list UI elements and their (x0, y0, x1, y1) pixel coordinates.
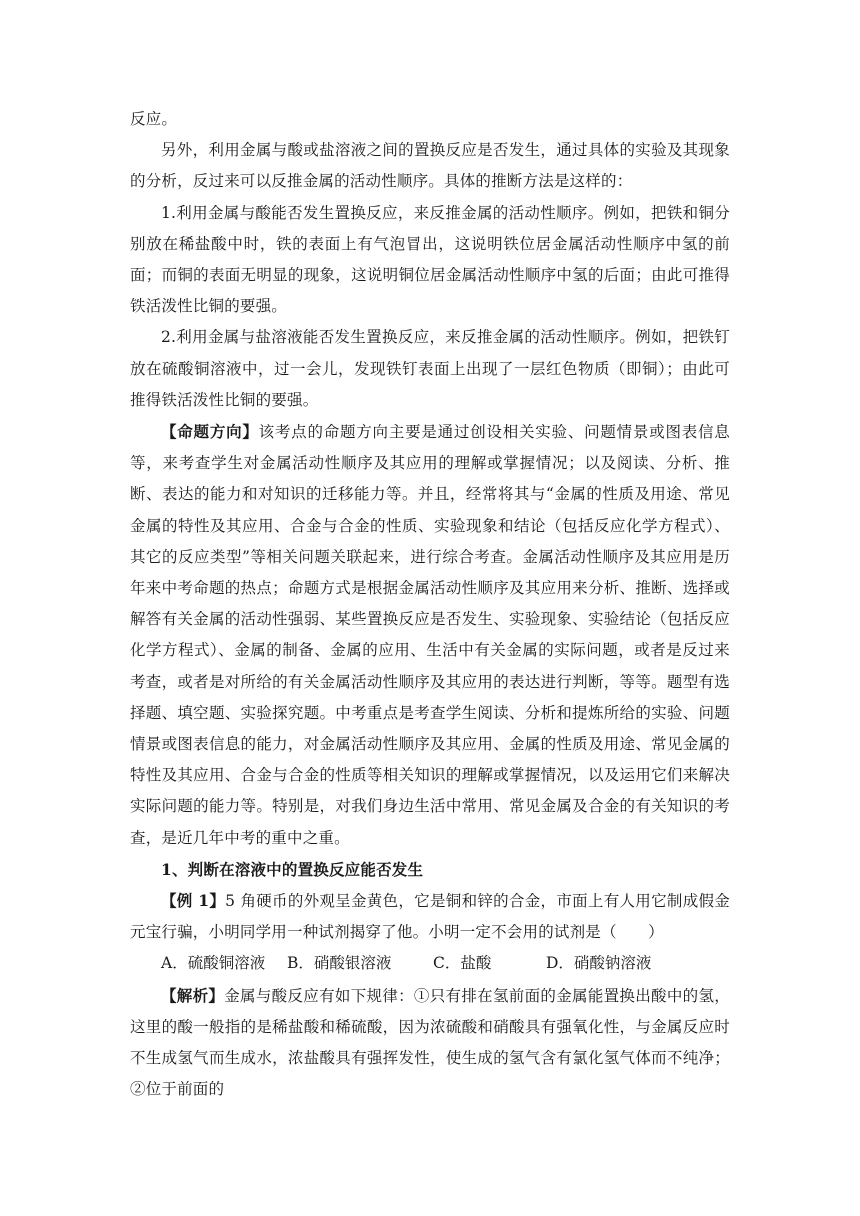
example-question (130, 885, 730, 948)
paragraph-direction (130, 416, 730, 854)
paragraph-method-2: 2.利用金属与盐溶液能否发生置换反应，来反推金属的活动性顺序。例如，把铁钉放在硫酸铜溶液中，过一会儿，发现铁钉表面上出现了一层红色物质（即铜）；由此可推得铁活泼性比铜的要强。 (130, 328, 730, 409)
analysis-label: 【解析】 (161, 985, 225, 1005)
option-a: A．硫酸铜溶液 (161, 954, 266, 973)
option-c: C．盐酸 (433, 954, 492, 973)
example-label: 【例 1】 (161, 891, 226, 911)
section-heading: 1、判断在溶液中的置换反应能否发生 (161, 859, 424, 879)
document-page (130, 104, 730, 1106)
direction-label: 【命题方向】 (161, 422, 259, 442)
option-b: B．硝酸银溶液 (287, 954, 392, 973)
paragraph-method-1: 1.利用金属与酸能否发生置换反应，来反推金属的活动性顺序。例如，把铁和铜分别放在稀盐酸中时，铁的表面上有气泡冒出，这说明铁位居金属活动性顺序中氢的前面；而铜的表面无明显的现象，这说明铜位居金属活动性顺序中氢的后面；由此可推得铁活泼性比铜的要强。 (130, 203, 730, 316)
direction-text: 该考点的命题方向主要是通过创设相关实验、问题情景或图表信息等，来考查学生对金属活动性顺序及其应用的理解或掌握情况；以及阅读、分析、推断、表达的能力和对知识的迁移能力等。并且，经常将其与“金属的性质及用途、常见金属的特性及其应用、合金与合金的性质、实验现象和结论（包括反应化学方程式）、其它的反应类型”等相关问题关联起来，进行综合考查。金属活动性顺序及其应用是历年来中考命题的热点；命题方式是根据金属活动性顺序及其应用来分析、推断、选择或解答有关金属的活动性强弱、某些置换反应是否发生、实验现象、实验结论（包括反应化学方程式）、金属的制备、金属的应用、生活中有关金属的实际问题，或者是反过来考查，或者是对所给的有关金属活动性顺序及其应用的表达进行判断，等等。题型有选择题、填空题、实验探究题。中考重点是考查学生阅读、分析和提炼所给的实验、问题情景或图表信息的能力，对金属活动性顺序及其应用、金属的性质及用途、常见金属的特性及其应用、合金与合金的性质等相关知识的理解或掌握情况，以及运用它们来解决实际问题的能力等。特别是，对我们身边生活中常用、常见金属及合金的有关知识的考查，是近几年中考的重中之重。 (130, 423, 730, 847)
analysis-paragraph (130, 980, 730, 1106)
paragraph-intro: 另外，利用金属与酸或盐溶液之间的置换反应是否发生，通过具体的实验及其现象的分析，反过来可以反推金属的活动性顺序。具体的推断方法是这样的： (130, 141, 730, 191)
paragraph-continuation: 反应。 (130, 110, 178, 128)
option-d: D．硝酸钠溶液 (546, 954, 652, 973)
example-text: 5 角硬币的外观呈金黄色，它是铜和锌的合金，市面上有人用它制成假金元宝行骗，小明同学用一种试剂揭穿了他。小明一定不会用的试剂是（ ） (130, 892, 730, 942)
answer-options (130, 948, 730, 979)
analysis-text: 金属与酸反应有如下规律：①只有排在氢前面的金属能置换出酸中的氢，这里的酸一般指的是稀盐酸和稀硫酸，因为浓硫酸和硝酸具有强氧化性，与金属反应时不生成氢气而生成水，浓盐酸具有强挥发性，使生成的氢气含有氯化氢气体而不纯净；②位于前面的 (130, 986, 730, 1099)
